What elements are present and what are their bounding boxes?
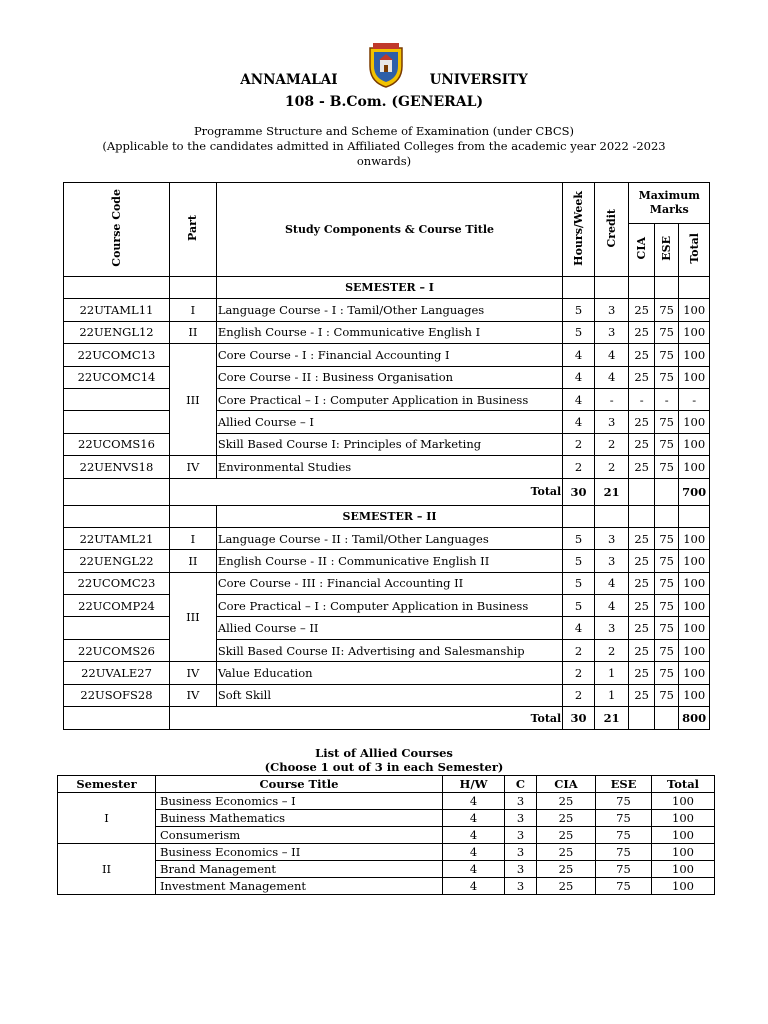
allied-hw: 4: [443, 861, 505, 878]
allied-cia: 25: [537, 844, 596, 861]
credit: 1: [594, 662, 629, 684]
total-marks: 700: [679, 478, 710, 505]
table-row: [64, 684, 710, 706]
credit: 3: [594, 527, 629, 549]
allied-list-title: List of Allied Courses: [315, 746, 453, 760]
total: 100: [679, 617, 710, 639]
allied-total: 100: [652, 793, 715, 810]
allied-cia: 25: [537, 861, 596, 878]
hours: 5: [563, 572, 595, 594]
allied-hw: 4: [443, 793, 505, 810]
course-title: Core Practical – I : Computer Application in Business: [216, 388, 562, 410]
allied-c: 3: [505, 827, 537, 844]
course-code: 22UCOMS26: [64, 639, 170, 661]
course-title: Soft Skill: [216, 684, 562, 706]
course-part: IV: [169, 456, 216, 478]
table-row: [58, 844, 715, 861]
table-row: [58, 810, 715, 827]
table-row: [64, 550, 710, 572]
course-title: English Course - I : Communicative English I: [216, 321, 562, 343]
allied-semester: I: [58, 793, 156, 844]
col-maximum-marks: Maximum Marks: [629, 183, 710, 224]
cia: 25: [629, 684, 654, 706]
credit: 3: [594, 411, 629, 433]
cia: 25: [629, 550, 654, 572]
allied-hw: 4: [443, 878, 505, 895]
course-part: IV: [169, 684, 216, 706]
allied-semester: II: [58, 844, 156, 895]
hours: 2: [563, 456, 595, 478]
allied-col-course-title: Course Title: [156, 776, 443, 793]
total-hours: 30: [563, 707, 595, 730]
allied-total: 100: [652, 878, 715, 895]
col-ese: ESE: [654, 224, 678, 277]
course-title: Allied Course – I: [216, 411, 562, 433]
allied-total: 100: [652, 861, 715, 878]
ese: 75: [654, 617, 678, 639]
allied-col-hw: H/W: [443, 776, 505, 793]
ese: 75: [654, 595, 678, 617]
col-total: Total: [679, 224, 710, 277]
credit: 2: [594, 639, 629, 661]
total-row: [64, 478, 710, 505]
course-part: II: [169, 550, 216, 572]
allied-col-cia: CIA: [537, 776, 596, 793]
allied-c: 3: [505, 793, 537, 810]
cia: 25: [629, 321, 654, 343]
table-row: [58, 827, 715, 844]
allied-col-semester: Semester: [58, 776, 156, 793]
credit: 4: [594, 344, 629, 366]
table-row: [58, 861, 715, 878]
university-name: ANNAMALAI UNIVERSITY: [240, 72, 528, 88]
hours: 4: [563, 366, 595, 388]
allied-course-title: Business Economics – I: [156, 793, 443, 810]
course-title: Value Education: [216, 662, 562, 684]
col-part: Part: [169, 183, 216, 277]
course-code: 22UCOMP24: [64, 595, 170, 617]
credit: 1: [594, 684, 629, 706]
allied-course-title: Consumerism: [156, 827, 443, 844]
table-row: [64, 299, 710, 321]
course-code: [64, 388, 170, 410]
credit: 4: [594, 366, 629, 388]
table-row: [58, 878, 715, 895]
semester-label: SEMESTER – II: [216, 505, 562, 527]
course-code: 22UCOMC23: [64, 572, 170, 594]
total: -: [679, 388, 710, 410]
course-part: III: [169, 344, 216, 456]
allied-c: 3: [505, 810, 537, 827]
total: 100: [679, 684, 710, 706]
total: 100: [679, 639, 710, 661]
hours: 5: [563, 527, 595, 549]
course-title: Skill Based Course I: Principles of Marketing: [216, 433, 562, 455]
table-row: [64, 456, 710, 478]
credit: 4: [594, 595, 629, 617]
hours: 5: [563, 321, 595, 343]
allied-c: 3: [505, 878, 537, 895]
allied-cia: 25: [537, 878, 596, 895]
col-credit: Credit: [594, 183, 629, 277]
hours: 5: [563, 595, 595, 617]
semester-row: [64, 505, 710, 527]
allied-ese: 75: [596, 793, 652, 810]
table-row: [64, 388, 710, 410]
allied-course-title: Buiness Mathematics: [156, 810, 443, 827]
cia: -: [629, 388, 654, 410]
scheme-subtitle: Programme Structure and Scheme of Examination (under CBCS): [193, 124, 575, 138]
total-row: [64, 707, 710, 730]
semester-label: SEMESTER – I: [216, 277, 562, 299]
table-row: [64, 662, 710, 684]
allied-hw: 4: [443, 844, 505, 861]
total: 100: [679, 527, 710, 549]
course-code: 22UENGL22: [64, 550, 170, 572]
col-course-code: Course Code: [64, 183, 170, 277]
hours: 4: [563, 617, 595, 639]
ese: 75: [654, 411, 678, 433]
allied-hw: 4: [443, 827, 505, 844]
credit: 4: [594, 572, 629, 594]
course-title: Skill Based Course II: Advertising and Salesmanship: [216, 639, 562, 661]
total-credit: 21: [594, 478, 629, 505]
total: 100: [679, 344, 710, 366]
credit: 3: [594, 321, 629, 343]
allied-c: 3: [505, 861, 537, 878]
col-hours-week: Hours/Week: [563, 183, 595, 277]
applicability-note-cont: onwards): [356, 154, 412, 168]
cia: 25: [629, 299, 654, 321]
cia: 25: [629, 662, 654, 684]
course-title: English Course - II : Communicative English II: [216, 550, 562, 572]
total: 100: [679, 662, 710, 684]
course-code: 22UCOMS16: [64, 433, 170, 455]
total: 100: [679, 366, 710, 388]
col-cia: CIA: [629, 224, 654, 277]
allied-hw: 4: [443, 810, 505, 827]
cia: 25: [629, 344, 654, 366]
ese: 75: [654, 572, 678, 594]
ese: 75: [654, 662, 678, 684]
cia: 25: [629, 572, 654, 594]
cia: 25: [629, 366, 654, 388]
course-code: 22UCOMC14: [64, 366, 170, 388]
hours: 5: [563, 550, 595, 572]
cia: 25: [629, 617, 654, 639]
total: 100: [679, 299, 710, 321]
allied-col-c: C: [505, 776, 537, 793]
hours: 4: [563, 388, 595, 410]
course-part: IV: [169, 662, 216, 684]
cia: 25: [629, 411, 654, 433]
allied-list-subtitle: (Choose 1 out of 3 in each Semester): [264, 760, 504, 774]
allied-ese: 75: [596, 861, 652, 878]
table-header-row: [64, 183, 710, 224]
hours: 4: [563, 344, 595, 366]
allied-course-title: Investment Management: [156, 878, 443, 895]
programme-structure-table: [63, 182, 710, 730]
applicability-note: (Applicable to the candidates admitted in Affiliated Colleges from the academic year 2022 -2023: [102, 139, 666, 153]
total: 100: [679, 321, 710, 343]
cia: 25: [629, 639, 654, 661]
allied-cia: 25: [537, 810, 596, 827]
allied-col-ese: ESE: [596, 776, 652, 793]
ese: 75: [654, 456, 678, 478]
total: 100: [679, 411, 710, 433]
allied-ese: 75: [596, 878, 652, 895]
ese: 75: [654, 433, 678, 455]
course-code: 22UTAML11: [64, 299, 170, 321]
hours: 5: [563, 299, 595, 321]
table-row: [64, 572, 710, 594]
allied-ese: 75: [596, 844, 652, 861]
allied-total: 100: [652, 827, 715, 844]
total: 100: [679, 595, 710, 617]
course-code: 22UENVS18: [64, 456, 170, 478]
allied-course-title: Brand Management: [156, 861, 443, 878]
course-code: 22UVALE27: [64, 662, 170, 684]
total-hours: 30: [563, 478, 595, 505]
total-label: Total: [169, 707, 562, 730]
table-row: [64, 366, 710, 388]
allied-courses-table: [57, 775, 715, 895]
course-code: [64, 617, 170, 639]
course-code: 22UTAML21: [64, 527, 170, 549]
total: 100: [679, 433, 710, 455]
course-title: Environmental Studies: [216, 456, 562, 478]
ese: 75: [654, 299, 678, 321]
course-part: I: [169, 299, 216, 321]
hours: 2: [563, 433, 595, 455]
table-row: [64, 411, 710, 433]
total: 100: [679, 550, 710, 572]
col-study-components: Study Components & Course Title: [216, 183, 562, 277]
ese: 75: [654, 639, 678, 661]
course-code: 22UENGL12: [64, 321, 170, 343]
ese: 75: [654, 684, 678, 706]
allied-ese: 75: [596, 810, 652, 827]
course-title: Language Course - II : Tamil/Other Languages: [216, 527, 562, 549]
cia: 25: [629, 456, 654, 478]
allied-header-row: [58, 776, 715, 793]
course-title: Allied Course – II: [216, 617, 562, 639]
ese: 75: [654, 550, 678, 572]
credit: 3: [594, 299, 629, 321]
credit: 3: [594, 617, 629, 639]
cia: 25: [629, 527, 654, 549]
ese: 75: [654, 321, 678, 343]
course-title: Core Course - I : Financial Accounting I: [216, 344, 562, 366]
allied-course-title: Business Economics – II: [156, 844, 443, 861]
allied-col-total: Total: [652, 776, 715, 793]
ese: 75: [654, 366, 678, 388]
course-code: [64, 411, 170, 433]
hours: 2: [563, 684, 595, 706]
ese: 75: [654, 527, 678, 549]
table-row: [64, 617, 710, 639]
allied-cia: 25: [537, 793, 596, 810]
course-part: III: [169, 572, 216, 662]
total-label: Total: [169, 478, 562, 505]
allied-total: 100: [652, 844, 715, 861]
table-row: [64, 639, 710, 661]
credit: 3: [594, 550, 629, 572]
credit: 2: [594, 456, 629, 478]
total: 100: [679, 572, 710, 594]
total: 100: [679, 456, 710, 478]
table-row: [58, 793, 715, 810]
ese: 75: [654, 344, 678, 366]
course-code: 22USOFS28: [64, 684, 170, 706]
allied-ese: 75: [596, 827, 652, 844]
total-marks: 800: [679, 707, 710, 730]
allied-cia: 25: [537, 827, 596, 844]
table-row: [64, 527, 710, 549]
cia: 25: [629, 595, 654, 617]
credit: 2: [594, 433, 629, 455]
hours: 2: [563, 639, 595, 661]
course-code: 22UCOMC13: [64, 344, 170, 366]
allied-c: 3: [505, 844, 537, 861]
table-row: [64, 433, 710, 455]
course-title: Core Course - II : Business Organisation: [216, 366, 562, 388]
course-title: Core Course - III : Financial Accounting II: [216, 572, 562, 594]
course-part: II: [169, 321, 216, 343]
table-row: [64, 595, 710, 617]
allied-total: 100: [652, 810, 715, 827]
credit: -: [594, 388, 629, 410]
programme-title: 108 - B.Com. (GENERAL): [284, 94, 484, 110]
course-title: Core Practical – I : Computer Application in Business: [216, 595, 562, 617]
ese: -: [654, 388, 678, 410]
semester-row: [64, 277, 710, 299]
cia: 25: [629, 433, 654, 455]
table-row: [64, 321, 710, 343]
table-row: [64, 344, 710, 366]
course-part: I: [169, 527, 216, 549]
course-title: Language Course - I : Tamil/Other Languages: [216, 299, 562, 321]
hours: 2: [563, 662, 595, 684]
total-credit: 21: [594, 707, 629, 730]
hours: 4: [563, 411, 595, 433]
